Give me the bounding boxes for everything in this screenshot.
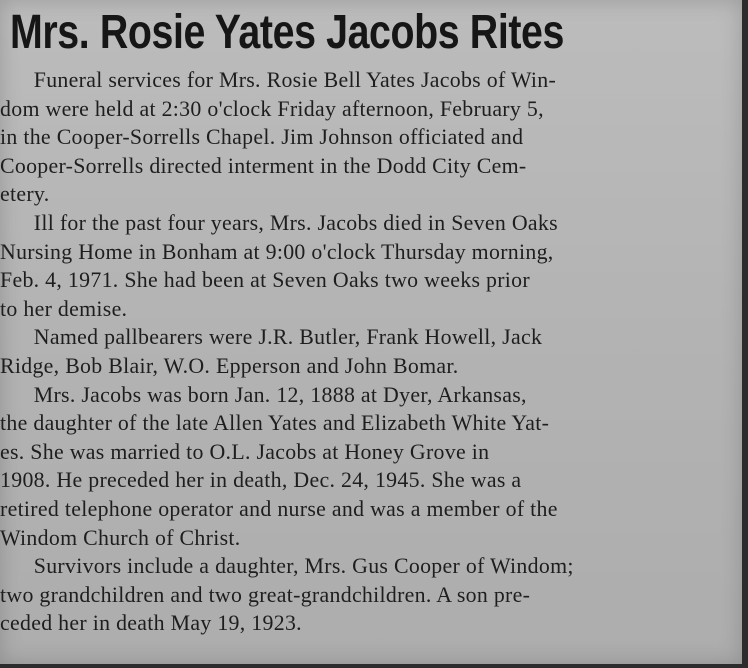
headline: Mrs. Rosie Yates Jacobs Rites <box>10 6 565 59</box>
text-line: retired telephone operator and nurse and was a member of the <box>0 495 558 521</box>
text-line: Survivors include a daughter, Mrs. Gus Cooper of Windom; <box>33 553 574 579</box>
paragraph-death <box>0 209 735 323</box>
text-line: dom were held at 2:30 o'clock Friday afternoon, February 5, <box>0 95 544 121</box>
text-line: Funeral services for Mrs. Rosie Bell Yates Jacobs of Win- <box>33 67 557 92</box>
text-line: in the Cooper-Sorrells Chapel. Jim Johnson officiated and <box>0 124 524 150</box>
article-body <box>0 66 735 638</box>
paragraph-survivors <box>0 552 735 638</box>
text-line: 1908. He preceded her in death, Dec. 24, 1945. She was a <box>0 467 522 493</box>
paragraph-pallbearers <box>0 323 735 380</box>
text-line: the daughter of the late Allen Yates and Elizabeth White Yat- <box>0 410 550 436</box>
text-line: Nursing Home in Bonham at 9:00 o'clock Thursday morning, <box>0 238 554 264</box>
text-line: to her demise. <box>0 295 128 321</box>
text-line: Feb. 4, 1971. She had been at Seven Oaks two weeks prior <box>0 267 530 293</box>
paragraph-funeral-services <box>0 66 735 209</box>
paragraph-biography <box>0 381 735 553</box>
text-line: ceded her in death May 19, 1923. <box>0 610 302 636</box>
text-line: es. She was married to O.L. Jacobs at Honey Grove in <box>0 438 490 464</box>
text-line: two grandchildren and two great-grandchildren. A son pre- <box>0 581 531 607</box>
text-line: Named pallbearers were J.R. Butler, Frank Howell, Jack <box>33 324 543 350</box>
text-line: Ill for the past four years, Mrs. Jacobs died in Seven Oaks <box>33 209 558 235</box>
text-line: Mrs. Jacobs was born Jan. 12, 1888 at Dyer, Arkansas, <box>33 381 527 407</box>
text-line: etery. <box>0 181 50 207</box>
text-line: Ridge, Bob Blair, W.O. Epperson and John Bomar. <box>0 352 459 378</box>
text-line: Windom Church of Christ. <box>0 524 241 550</box>
text-line: Cooper-Sorrells directed interment in the Dodd City Cem- <box>0 152 527 178</box>
